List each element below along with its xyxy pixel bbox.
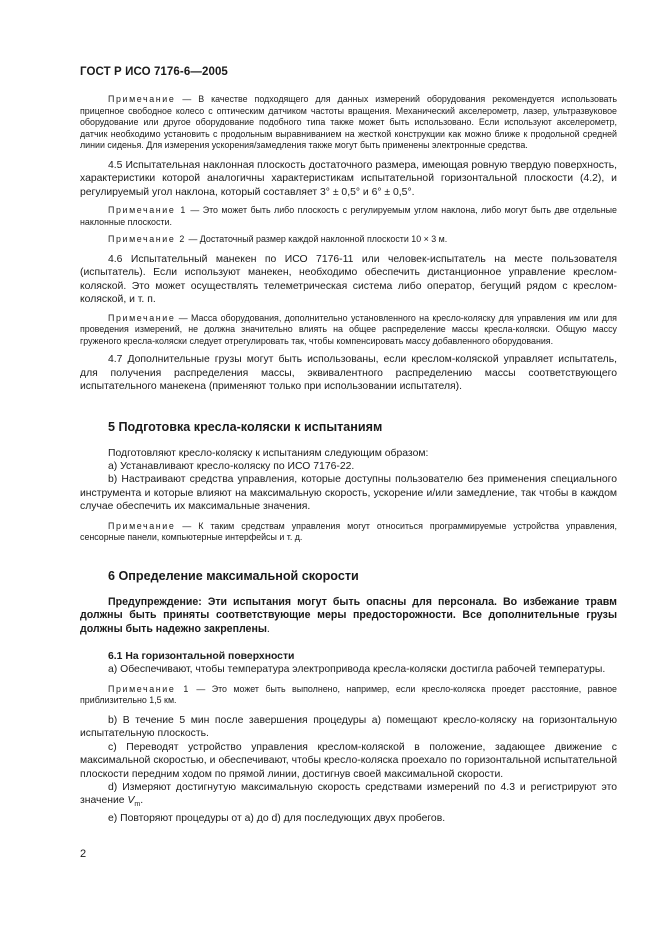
section-6-1-item-d: d) Измеряют достигнутую максимальную скорость средствами измерений по 4.3 и регистрируют это значение $V_m$.	[80, 782, 617, 809]
clause-4-7: 4.7 Дополнительные грузы могут быть использованы, если креслом-коляской управляет испытатель, для получения распределения массы, эквивалентного распределению массы соответствующего испытательного манекена (применяют только при использовании испытателя).	[80, 354, 617, 393]
page-number: 2	[80, 848, 87, 860]
note-label: Примечание	[108, 312, 176, 323]
note-4-6: Примечание — Масса оборудования, дополнительно установленного на кресло-коляску для управления им или для проведения измерений, не должна значительно влиять на общее распределение массы кресла-коляски. Общую массу груженого кресла-коляски следует отрегулировать так, чтобы компенсировать массу добавленного оборудования.	[80, 312, 617, 346]
section-6-1-item-a: a) Обеспечивают, чтобы температура электропривода кресла-коляски достигла рабочей температуры.	[108, 664, 606, 676]
section-6-1-item-b: b) В течение 5 мин после завершения процедуры a) помещают кресло-коляску на горизонтальную испытательную плоскость.	[80, 715, 617, 740]
clause-4-5: 4.5 Испытательная наклонная плоскость достаточного размера, имеющая ровную твердую поверхность, характеристики которой аналогичны характеристикам испытательной горизонтальной плоскости (4.2), и регулируемый угол наклона, который составляет 3° ± 0,5° и 6° ± 0,5°.	[80, 159, 617, 198]
clause-4-6: 4.6 Испытательный манекен по ИСО 7176-11 или человек-испытатель на месте пользователя (испытатель). Если используют манекен, необходимо обеспечить дистанционное управление креслом-коляской. Это может осуществлять телеметрическая система либо оператор, бегущий рядом с креслом-коляской, и т. п.	[80, 253, 617, 306]
section-6-1-item-c: c) Переводят устройство управления креслом-коляской в положение, задающее движение с максимальной скоростью, и обеспечивают, чтобы кресло-коляска проехало по горизонтальной испытательной плоскости передним ходом по прямой линии, достигнув своей максимальной скорости.	[80, 741, 617, 780]
section-5-heading: 5 Подготовка кресла-коляски к испытаниям	[108, 419, 383, 434]
document-body	[80, 94, 617, 825]
note-6-1-1: Примечание 1 — Это может быть выполнено, например, если кресло-коляска проедет расстояние, равное приблизительно 1,5 км.	[80, 683, 617, 706]
note-label: Примечание 1	[108, 205, 187, 216]
section-5-item-a: a) Устанавливают кресло-коляску по ИСО 7176-22.	[108, 461, 355, 472]
note-5: Примечание — К таким средствам управления могут относиться программируемые устройства управления, сенсорные панели, компьютерные интерфейсы и т. д.	[80, 520, 617, 543]
note-4-5-1: Примечание 1 — Это может быть либо плоскость с регулируемым углом наклона, либо могут быть две отдельные наклонные плоскости.	[80, 205, 617, 227]
speed-symbol: V	[127, 795, 135, 807]
note-equipment: Примечание — В качестве подходящего для данных измерений оборудования рекомендуется использовать прицепное свободное колесо с оптическим датчиком частоты вращения. Механический акселерометр, лазер, ультразвуковое оборудование или другое оборудование подобного типа также может быть использовано. Если используют акселерометр, датчик необходимо установить с продольным выравниванием на жесткой конструкции как можно ближе к продольной средней линии сиденья. Для измерения ускорения/замедления также могут быть применены электронные средства.	[80, 94, 617, 151]
section-6-heading: 6 Определение максимальной скорости	[108, 568, 359, 583]
section-5-intro: Подготовляют кресло-коляску к испытаниям следующим образом:	[108, 447, 429, 459]
section-6-1-item-e: e) Повторяют процедуры от a) до d) для последующих двух пробегов.	[108, 812, 446, 824]
warning-text: Предупреждение: Эти испытания могут быть опасны для персонала. Во избежание травм должны быть приняты соответствующие меры предосторожности. Все дополнительные грузы должны быть надежно закреплены.	[80, 595, 617, 635]
note-label: Примечание	[108, 520, 176, 531]
document-header: ГОСТ Р ИСО 7176-6—2005	[80, 66, 228, 78]
note-label: Примечание 1	[108, 683, 190, 694]
note-label: Примечание	[108, 94, 176, 104]
note-label: Примечание 2	[108, 234, 186, 245]
section-5-item-b: b) Настраивают средства управления, которые доступны пользователю без применения специального инструмента и которые влияют на максимальную скорость, ускорение и/или замедление, так чтобы в каждом случае обеспечить их максимальные значения.	[80, 474, 617, 513]
note-4-5-2: Примечание 2 — Достаточный размер каждой наклонной плоскости 10 × 3 м.	[108, 234, 448, 245]
subsection-6-1-heading: 6.1 На горизонтальной поверхности	[108, 651, 295, 663]
